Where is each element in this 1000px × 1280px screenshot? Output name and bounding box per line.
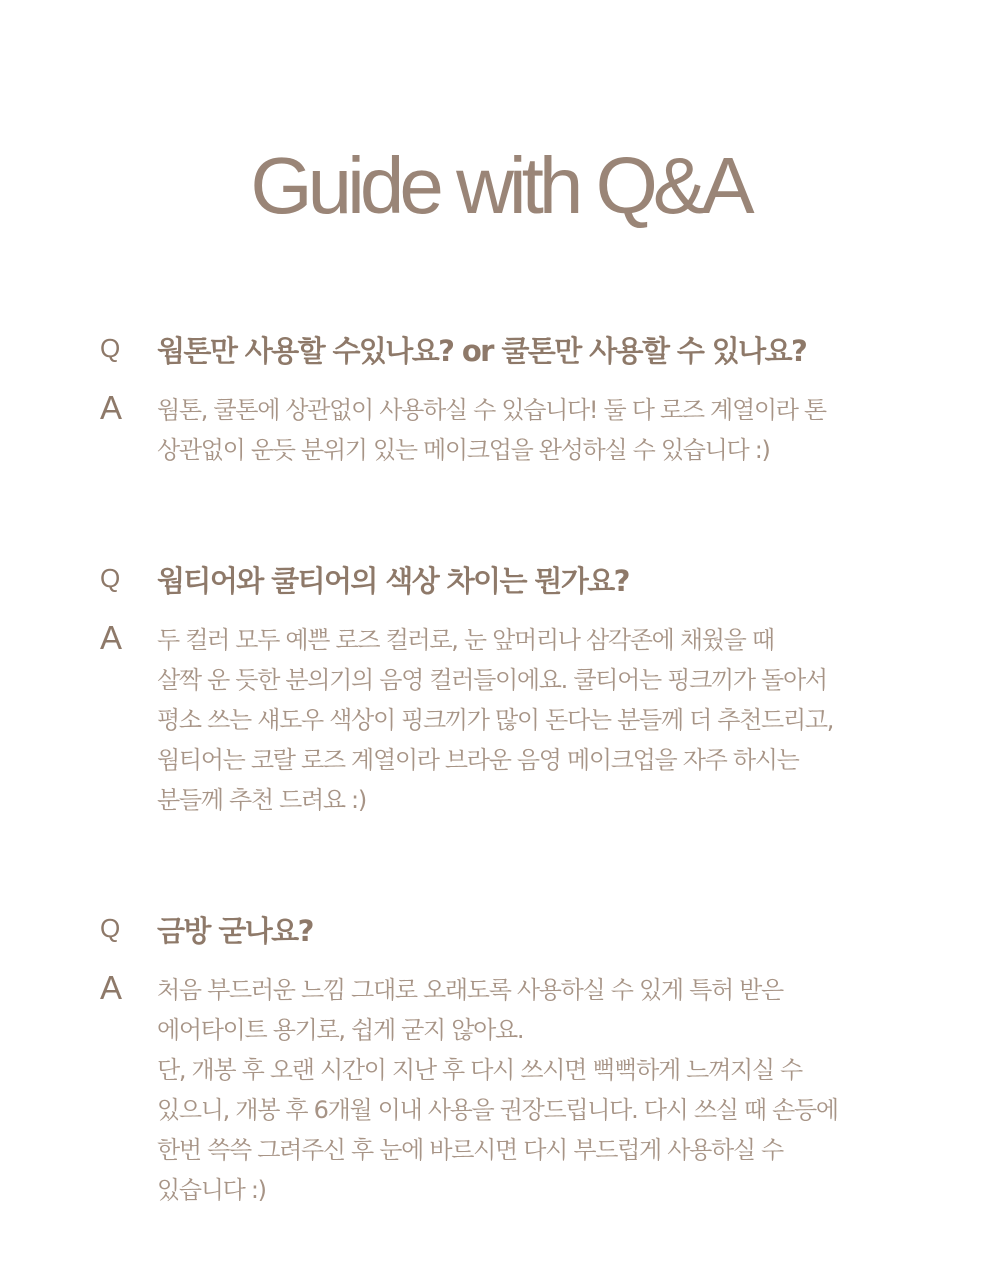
answer-line: 단, 개봉 후 오랜 시간이 지난 후 다시 쓰시면 뻑뻑하게 느껴지실 수 xyxy=(157,1056,802,1084)
qa-item xyxy=(100,906,900,1210)
answer-line: 상관없이 운듯 분위기 있는 메이크업을 완성하실 수 있습니다 :) xyxy=(157,436,770,464)
answer-line: 웜티어는 코랄 로즈 계열이라 브라운 음영 메이크업을 자주 하시는 xyxy=(157,746,799,774)
answer-text xyxy=(157,390,900,470)
answer-line: 있으니, 개봉 후 6개월 이내 사용을 권장드립니다. 다시 쓰실 때 손등에 xyxy=(157,1096,838,1124)
page-title: Guide with Q&A xyxy=(250,141,750,230)
answer-row xyxy=(100,390,900,470)
question-marker: Q xyxy=(100,333,121,363)
question-row xyxy=(100,906,900,956)
answer-line: 웜톤, 쿨톤에 상관없이 사용하실 수 있습니다! 둘 다 로즈 계열이라 톤 xyxy=(157,396,826,424)
answer-line: 있습니다 :) xyxy=(157,1176,266,1204)
answer-row xyxy=(100,620,900,820)
answer-line: 에어타이트 용기로, 쉽게 굳지 않아요. xyxy=(157,1016,524,1044)
answer-marker: A xyxy=(100,389,123,426)
answer-line: 분들께 추천 드려요 :) xyxy=(157,786,366,814)
answer-line: 한번 쓱쓱 그려주신 후 눈에 바르시면 다시 부드럽게 사용하실 수 xyxy=(157,1136,783,1164)
answer-marker: A xyxy=(100,969,123,1006)
question-row xyxy=(100,326,900,376)
answer-line: 살짝 운 듯한 분의기의 음영 컬러들이에요. 쿨티어는 핑크끼가 돌아서 xyxy=(157,666,827,694)
qa-item xyxy=(100,556,900,820)
answer-line: 평소 쓰는 섀도우 색상이 핑크끼가 많이 돈다는 분들께 더 추천드리고, xyxy=(157,706,834,734)
question-text: 웜톤만 사용할 수있나요? or 쿨톤만 사용할 수 있나요? xyxy=(157,334,807,368)
answer-line: 처음 부드러운 느낌 그대로 오래도록 사용하실 수 있게 특허 받은 xyxy=(157,976,783,1004)
answer-marker: A xyxy=(100,619,123,656)
question-row xyxy=(100,556,900,606)
answer-text xyxy=(157,970,900,1210)
answer-line: 두 컬러 모두 예쁜 로즈 컬러로, 눈 앞머리나 삼각존에 채웠을 때 xyxy=(157,626,774,654)
question-text: 금방 굳나요? xyxy=(157,914,313,948)
qa-item xyxy=(100,326,900,470)
question-marker: Q xyxy=(100,913,121,943)
answer-row xyxy=(100,970,900,1210)
answer-text xyxy=(157,620,900,820)
question-text: 웜티어와 쿨티어의 색상 차이는 뭔가요? xyxy=(157,564,629,598)
question-marker: Q xyxy=(100,563,121,593)
